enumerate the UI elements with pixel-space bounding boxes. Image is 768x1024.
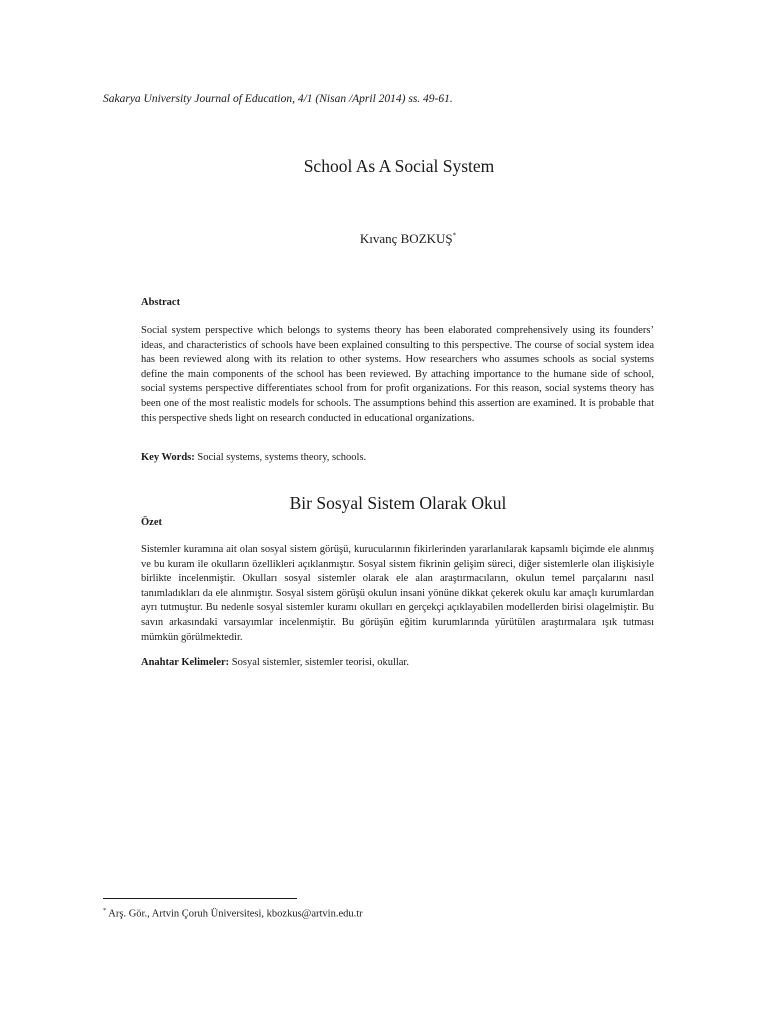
footnote-mark: * bbox=[103, 907, 107, 914]
journal-header: Sakarya University Journal of Education, 4/1 (Nisan /April 2014) ss. 49-61. bbox=[103, 93, 453, 105]
footnote-divider bbox=[103, 898, 297, 899]
anahtar-kelimeler-value: Sosyal sistemler, sistemler teorisi, okullar. bbox=[231, 657, 409, 668]
author-footnote-mark[interactable]: * bbox=[452, 231, 457, 240]
ozet-heading: Özet bbox=[141, 517, 162, 528]
keywords-label: Key Words: bbox=[141, 452, 195, 463]
article-title: School As A Social System bbox=[303, 156, 495, 176]
keywords-value: Social systems, systems theory, schools. bbox=[197, 452, 367, 463]
abstract-text: Social system perspective which belongs to systems theory has been elaborated comprehensively using its founders’ ideas, and characteristics of schools have been explained consulting to this perspective. The course of social system idea has been reviewed along with its relation to other systems. How researchers who assumes schools as social systems define the main components of the school has been reviewed. By attaching importance to the humane side of school, social systems perspective differentiates school from for profit organizations. For this reason, social systems theory has been one of the most realistic models for schools. The assumptions behind this assertion are examined. It is probable that this perspective sheds light on research conducted in educational organizations. bbox=[141, 325, 654, 424]
anahtar-kelimeler bbox=[141, 656, 654, 671]
abstract-heading: Abstract bbox=[141, 297, 181, 308]
footnote-text: Arş. Gör., Artvin Çoruh Üniversitesi, kbozkus@artvin.edu.tr bbox=[108, 908, 363, 920]
turkish-title: Bir Sosyal Sistem Olarak Okul bbox=[289, 493, 507, 513]
footnote bbox=[103, 907, 363, 920]
author-line bbox=[0, 231, 768, 247]
anahtar-kelimeler-label: Anahtar Kelimeler: bbox=[141, 657, 230, 668]
keywords bbox=[141, 451, 654, 466]
ozet-text: Sistemler kuramına ait olan sosyal sistem görüşü, kurucularının fikirlerinden yararlanılarak kapsamlı biçimde ele alınmış ve bu kuram ile okulların özellikleri açıklanmıştır. Sosyal sistem fikrinin gelişim süreci, diğer sistemlerle olan ilişkisiyle birlikte incelenmiştir. Okulları sosyal sistemler olarak ele alan araştırmacıların, okulun temel parçalarını nasıl tanımladıkları da ele alınmıştır. Sosyal sistem görüşü okulun insani yönüne dikkat çekerek okulu kar amaçlı kurumlardan ayrı tutmuştur. Bu nedenle sosyal sistemler kuramı okulları en gerçekçi açıklayabilen modellerden birisi olagelmiştir. Bu savın arkasındaki varsayımlar incelenmiştir. Bu görüşün eğitim kurumlarında yürütülen araştırmalara ışık tutması mümkün görülmektedir. bbox=[141, 544, 654, 643]
author-name: Kıvanç BOZKUŞ bbox=[359, 231, 453, 246]
